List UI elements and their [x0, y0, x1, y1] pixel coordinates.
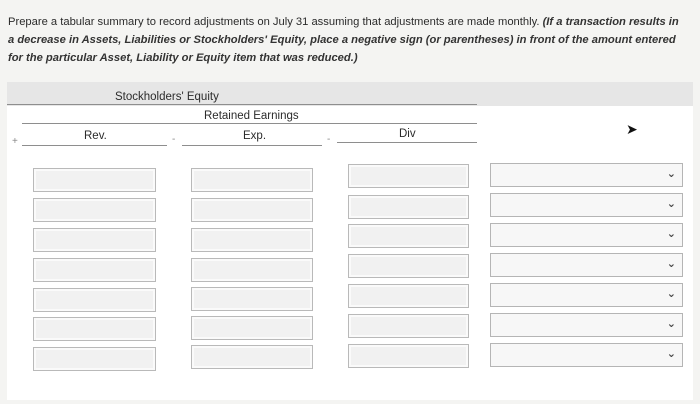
- exp-input-3[interactable]: [191, 228, 313, 252]
- chevron-down-icon: ⌄: [666, 318, 676, 330]
- exp-input-7[interactable]: [191, 345, 313, 369]
- rev-input-5[interactable]: [33, 288, 156, 312]
- column-header-exp: Exp.: [243, 130, 267, 142]
- exp-input-1[interactable]: [191, 168, 313, 192]
- chevron-down-icon: ⌄: [666, 258, 676, 270]
- account-select-5[interactable]: [490, 283, 683, 307]
- rev-input-3[interactable]: [33, 228, 156, 252]
- account-select-2[interactable]: [490, 193, 683, 217]
- column-header-rev: Rev.: [84, 130, 107, 142]
- div-input-5[interactable]: [348, 284, 469, 308]
- exp-input-5[interactable]: [191, 287, 313, 311]
- account-select-1[interactable]: [490, 163, 683, 187]
- chevron-down-icon: ⌄: [666, 348, 676, 360]
- rev-underline: [22, 145, 167, 146]
- plus-sign: +: [12, 136, 18, 147]
- account-select-6[interactable]: [490, 313, 683, 337]
- instructions-text: [8, 13, 688, 67]
- column-header-div: Div: [399, 128, 416, 140]
- div-input-2[interactable]: [348, 195, 469, 219]
- div-input-4[interactable]: [348, 254, 469, 278]
- chevron-down-icon: ⌄: [666, 288, 676, 300]
- div-input-6[interactable]: [348, 314, 469, 338]
- stockholders-equity-header: Stockholders' Equity: [115, 91, 219, 103]
- instructions-emphasis: (If a transaction results in a decrease in Assets, Liabilities or Stockholders' Equity, place a negative sign (or parentheses) in front of the amount entered for the particular Asset, Liability or Equity item that was reduced.): [8, 16, 679, 64]
- account-select-4[interactable]: [490, 253, 683, 277]
- exp-underline: [182, 145, 322, 146]
- exp-input-6[interactable]: [191, 316, 313, 340]
- equity-underline: [7, 104, 477, 105]
- rev-input-7[interactable]: [33, 347, 156, 371]
- exp-input-4[interactable]: [191, 258, 313, 282]
- div-input-3[interactable]: [348, 224, 469, 248]
- rev-input-4[interactable]: [33, 258, 156, 282]
- tabular-summary-table: [7, 82, 693, 400]
- chevron-down-icon: ⌄: [666, 198, 676, 210]
- rev-input-6[interactable]: [33, 317, 156, 341]
- retained-earnings-underline: [22, 123, 477, 124]
- rev-input-1[interactable]: [33, 168, 156, 192]
- account-select-3[interactable]: [490, 223, 683, 247]
- mouse-cursor-icon: ➤: [626, 121, 638, 137]
- div-input-1[interactable]: [348, 164, 469, 188]
- rev-input-2[interactable]: [33, 198, 156, 222]
- chevron-down-icon: ⌄: [666, 228, 676, 240]
- exp-input-2[interactable]: [191, 198, 313, 222]
- div-input-7[interactable]: [348, 344, 469, 368]
- minus-sign-2: -: [327, 134, 331, 145]
- header-band: [7, 82, 693, 106]
- account-select-7[interactable]: [490, 343, 683, 367]
- minus-sign-1: -: [172, 134, 176, 145]
- instructions-prefix: Prepare a tabular summary to record adjustments on July 31 assuming that adjustments are made monthly.: [8, 16, 540, 28]
- chevron-down-icon: ⌄: [666, 168, 676, 180]
- retained-earnings-header: Retained Earnings: [204, 110, 299, 122]
- div-underline: [337, 142, 477, 143]
